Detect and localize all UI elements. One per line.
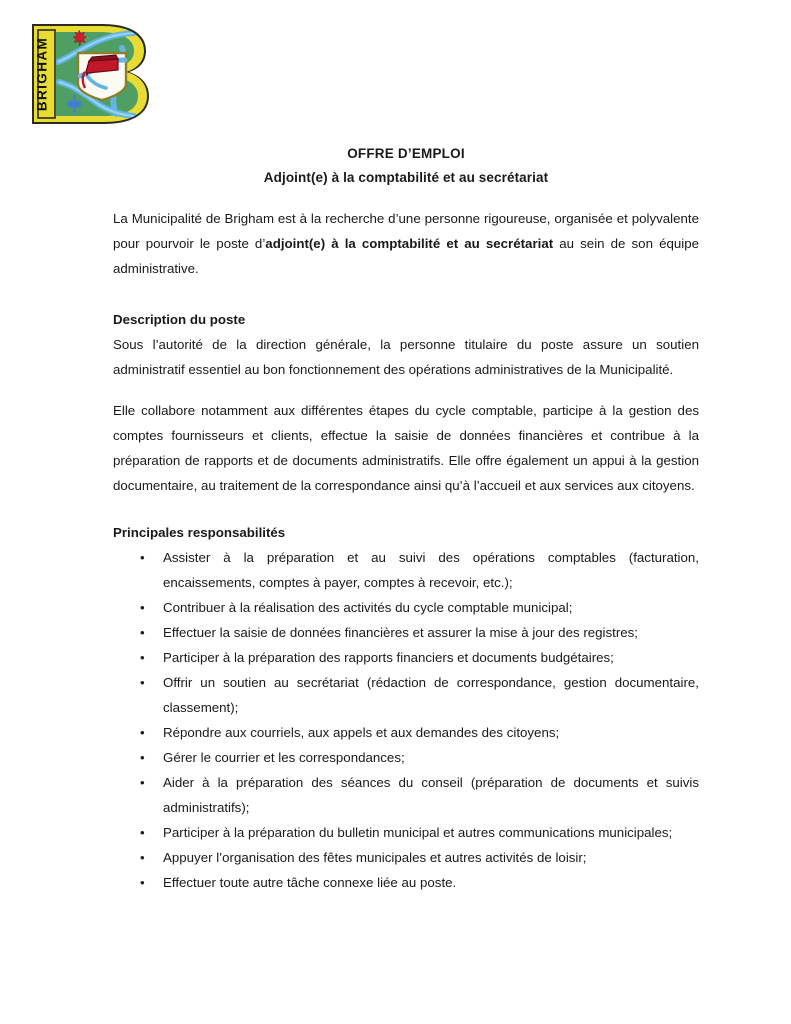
intro-paragraph [113,206,699,281]
section-heading-responsibilities: Principales responsabilités [113,525,286,540]
list-item: • Participer à la préparation du bulletin municipal et autres communications municipales; [163,820,699,845]
list-item: • Répondre aux courriels, aux appels et aux demandes des citoyens; [163,720,699,745]
list-item: • Gérer le courrier et les correspondances; [163,745,699,770]
intro-job-title-bold: adjoint(e) à la comptabilité et au secrétariat [265,236,554,251]
page-title: OFFRE D’EMPLOI [347,146,465,161]
list-item: • Assister à la préparation et au suivi des opérations comptables (facturation, encaissements, comptes à payer, comptes à recevoir, etc.); [163,545,699,595]
intro-text-part2: au sein de son équipe administrative. [113,236,700,276]
covered-bridge-shield-icon [78,53,126,100]
list-item: • Effectuer toute autre tâche connexe liée au poste. [163,870,699,895]
brigham-municipality-logo [26,20,152,128]
responsibilities-list [113,545,699,895]
description-paragraph-1: Sous l’autorité de la direction générale, la personne titulaire du poste assure un soutien administratif essentiel au bon fonctionnement des opérations administratives de la Municipalité. [113,337,699,377]
logo-wordmark [35,30,56,118]
description-paragraph-2: Elle collabore notamment aux différentes étapes du cycle comptable, participe à la gestion des comptes fournisseurs et clients, effectue la saisie de données financières et contribue à la préparation de rapports et de documents administratifs. Elle offre également un appui à la gestion documentaire, au traitement de la correspondance ainsi qu’à l’accueil et aux services aux citoyens. [113,403,699,493]
page-subtitle: Adjoint(e) à la comptabilité et au secrétariat [263,170,549,185]
svg-text:BRIGHAM: BRIGHAM [34,36,50,112]
list-item: • Participer à la préparation des rapports financiers et documents budgétaires; [163,645,699,670]
intro-text-part1: La Municipalité de Brigham est à la recherche d’une personne rigoureuse, organisée et polyvalente pour pourvoir le poste d’ [113,211,699,251]
list-item: • Appuyer l’organisation des fêtes municipales et autres activités de loisir; [163,845,699,870]
list-item: • Offrir un soutien au secrétariat (rédaction de correspondance, gestion documentaire, classement); [163,670,699,720]
list-item: • Aider à la préparation des séances du conseil (préparation de documents et suivis administratifs); [163,770,699,820]
list-item: • Effectuer la saisie de données financières et assurer la mise à jour des registres; [163,620,699,645]
list-item: • Contribuer à la réalisation des activités du cycle comptable municipal; [163,595,699,620]
document-title-block [113,142,699,190]
section-heading-description: Description du poste [113,312,246,327]
document-body [113,206,699,895]
